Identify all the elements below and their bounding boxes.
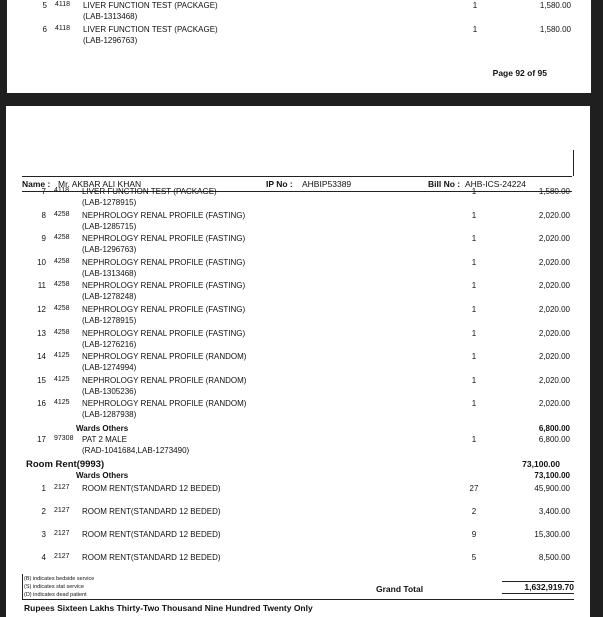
bill-label: Bill No :: [428, 179, 461, 189]
service-code: 4258: [54, 305, 70, 312]
name-label: Name :: [22, 179, 51, 189]
amount: 45,900.00: [534, 484, 570, 493]
serial-number: 2: [41, 507, 46, 516]
serial-number: 5: [42, 1, 47, 10]
service-description: ROOM RENT(STANDARD 12 BEDED): [82, 530, 221, 539]
quantity: 9: [471, 530, 477, 539]
legend-border: [22, 574, 23, 599]
serial-number: 1: [41, 484, 46, 493]
grand-total-value: 1,632,919.70: [502, 581, 574, 594]
quantity: 2: [471, 507, 477, 516]
reference-number: (LAB-1305236): [82, 386, 137, 396]
section-total: 73,100.00: [522, 459, 560, 469]
quantity: 1: [471, 257, 477, 267]
serial-number: 8: [41, 210, 46, 220]
service-description: NEPHROLOGY RENAL PROFILE (FASTING): [82, 328, 246, 338]
reference-number: (LAB-1274994): [82, 363, 137, 373]
serial-number: 13: [37, 328, 46, 338]
quantity: 27: [469, 484, 479, 493]
footer-divider: [22, 599, 574, 600]
quantity: 1: [471, 187, 477, 196]
service-code: 2127: [54, 553, 70, 560]
bill-number: AHB-ICS-24224: [465, 179, 526, 189]
service-code: 4258: [54, 210, 70, 218]
page-number: Page 92 of 95: [492, 68, 547, 78]
quantity: 1: [471, 435, 477, 444]
right-border: [573, 150, 574, 176]
amount: 2,020.00: [538, 328, 570, 338]
section-label: Wards Others: [76, 424, 129, 433]
reference-number: (LAB-1313468): [83, 12, 138, 21]
amount: 2,020.00: [538, 352, 570, 362]
service-code: 4258: [54, 257, 70, 265]
service-description: PAT 2 MALE: [82, 435, 127, 444]
quantity: 1: [471, 328, 477, 338]
service-description: NEPHROLOGY RENAL PROFILE (FASTING): [82, 305, 246, 314]
serial-number: 3: [41, 530, 46, 539]
quantity: 1: [471, 399, 477, 409]
serial-number: 15: [37, 375, 46, 385]
reference-number: (LAB-1296763): [82, 245, 137, 255]
reference-number: (LAB-1287938): [82, 410, 137, 420]
service-code: 2127: [54, 484, 70, 491]
serial-number: 4: [41, 553, 46, 562]
amount: 2,020.00: [538, 234, 570, 244]
reference-number: (LAB-1278248): [82, 292, 137, 302]
service-code: 4258: [54, 328, 70, 336]
amount: 1,580.00: [539, 1, 571, 10]
reference-number: (LAB-1285715): [82, 221, 137, 231]
amount: 6,800.00: [538, 435, 570, 444]
service-description: LIVER FUNCTION TEST (PACKAGE): [83, 25, 218, 34]
amount-in-words: Rupees Sixteen Lakhs Thirty-Two Thousand Nine Hundred Twenty Only: [24, 603, 313, 613]
reference-number: (LAB-1276216): [82, 339, 137, 349]
legend-stat: (S) indicates stat service: [24, 584, 84, 590]
service-description: NEPHROLOGY RENAL PROFILE (RANDOM): [82, 375, 247, 385]
service-description: NEPHROLOGY RENAL PROFILE (FASTING): [82, 234, 246, 244]
service-code: 4125: [54, 352, 70, 360]
serial-number: 11: [37, 281, 46, 291]
service-code: 4118: [55, 1, 71, 8]
service-code: 97308: [54, 435, 74, 442]
service-description: NEPHROLOGY RENAL PROFILE (FASTING): [82, 281, 246, 291]
amount: 2,020.00: [538, 257, 570, 267]
quantity: 1: [472, 1, 478, 10]
service-description: LIVER FUNCTION TEST (PACKAGE): [83, 1, 218, 10]
section-label: Wards Others: [76, 471, 129, 480]
section-title: Room Rent(9993): [26, 459, 105, 470]
service-code: 2127: [54, 507, 70, 514]
quantity: 1: [471, 375, 477, 385]
service-code: 4118: [55, 25, 71, 32]
amount: 1,580.00: [538, 187, 570, 196]
service-description: NEPHROLOGY RENAL PROFILE (FASTING): [82, 210, 246, 220]
subtotal-amount: 6,800.00: [538, 424, 570, 433]
reference-number: (LAB-1296763): [83, 36, 138, 45]
service-code: 4125: [54, 399, 70, 407]
quantity: 5: [471, 553, 477, 562]
legend-bedside: (B) indicates bedside service: [24, 576, 95, 582]
patient-name: Mr. AKBAR ALI KHAN: [58, 179, 142, 189]
quantity: 1: [472, 25, 478, 34]
bill-page-previous: [6, 0, 592, 94]
service-description: NEPHROLOGY RENAL PROFILE (RANDOM): [82, 352, 247, 362]
amount: 3,400.00: [538, 507, 570, 516]
serial-number: 16: [37, 399, 46, 409]
serial-number: 7: [41, 187, 46, 196]
amount: 1,580.00: [539, 25, 571, 34]
quantity: 1: [471, 352, 477, 362]
service-description: ROOM RENT(STANDARD 12 BEDED): [82, 484, 221, 493]
amount: 8,500.00: [538, 553, 570, 562]
service-code: 4125: [54, 375, 70, 383]
service-description: ROOM RENT(STANDARD 12 BEDED): [82, 553, 221, 562]
serial-number: 14: [37, 352, 46, 362]
subtotal-amount: 73,100.00: [534, 471, 570, 480]
legend-dead: (D) indicates dead patient: [24, 592, 87, 598]
amount: 2,020.00: [538, 399, 570, 409]
page-separator: [0, 93, 603, 106]
service-description: NEPHROLOGY RENAL PROFILE (FASTING): [82, 257, 246, 267]
reference-number: (LAB-1313468): [82, 268, 137, 278]
quantity: 1: [471, 210, 477, 220]
service-code: 4118: [54, 187, 70, 194]
amount: 2,020.00: [538, 375, 570, 385]
service-description: ROOM RENT(STANDARD 12 BEDED): [82, 507, 221, 516]
grand-total-label: Grand Total: [376, 584, 424, 594]
amount: 15,300.00: [534, 530, 570, 539]
quantity: 1: [471, 281, 477, 291]
reference-number: (RAD-1041684,LAB-1273490): [82, 446, 190, 455]
amount: 2,020.00: [538, 305, 570, 314]
service-code: 2127: [54, 530, 70, 537]
quantity: 1: [471, 234, 477, 244]
amount: 2,020.00: [538, 281, 570, 291]
amount: 2,020.00: [538, 210, 570, 220]
service-code: 4258: [54, 281, 70, 289]
service-code: 4258: [54, 234, 70, 242]
serial-number: 6: [42, 25, 47, 34]
quantity: 1: [471, 305, 477, 314]
bill-page-current: [6, 106, 590, 617]
reference-number: (LAB-1278915): [82, 316, 137, 325]
serial-number: 10: [37, 257, 46, 267]
service-description: LIVER FUNCTION TEST (PACKAGE): [82, 187, 217, 196]
serial-number: 12: [37, 305, 46, 314]
service-description: NEPHROLOGY RENAL PROFILE (RANDOM): [82, 399, 247, 409]
ip-number: AHBIP53389: [302, 179, 352, 189]
ip-label: IP No :: [266, 179, 293, 189]
serial-number: 9: [41, 234, 46, 244]
serial-number: 17: [37, 435, 46, 444]
reference-number: (LAB-1278915): [82, 198, 137, 207]
